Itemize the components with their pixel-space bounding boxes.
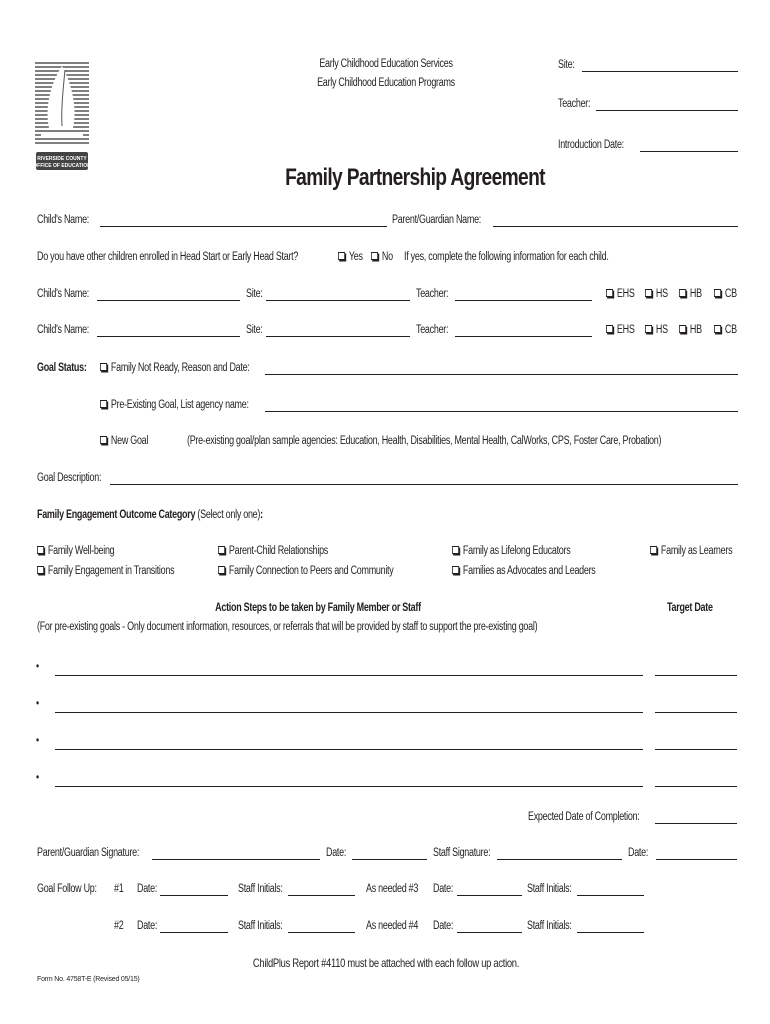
outcome-option[interactable] [218, 544, 328, 558]
checkbox-icon [606, 289, 613, 297]
outcome-option-label: Parent-Child Relationships [228, 545, 329, 557]
teacher-field[interactable] [455, 300, 592, 301]
outcome-option[interactable] [452, 544, 570, 558]
checkbox-icon [218, 546, 225, 554]
checkbox-icon [714, 325, 721, 333]
agency-name-field[interactable] [265, 411, 738, 412]
org-header [285, 55, 488, 93]
hb-label: HB [689, 288, 702, 300]
follow-up-date-field[interactable] [160, 932, 228, 933]
outcome-option[interactable] [650, 544, 732, 558]
enrolled-note: If yes, complete the following information for each child. [404, 251, 609, 263]
child-name-field[interactable] [97, 336, 240, 337]
org-line-1: Early Childhood Education Services [319, 58, 453, 70]
no-option[interactable] [371, 250, 393, 264]
parent-name-label: Parent/Guardian Name: [392, 214, 482, 226]
action-step-field[interactable] [55, 786, 643, 787]
ehs-option[interactable] [606, 287, 635, 301]
ehs-option[interactable] [606, 323, 635, 337]
action-step-field[interactable] [55, 675, 643, 676]
action-step-field[interactable] [55, 749, 643, 750]
follow-up-date-field[interactable] [457, 895, 522, 896]
parent-signature-field[interactable] [152, 859, 320, 860]
staff-initials-field[interactable] [577, 932, 644, 933]
site-label: Site: [558, 59, 575, 71]
goal-follow-up-label: Goal Follow Up: [37, 883, 97, 895]
outcome-option-label: Family as Learners [660, 545, 733, 557]
staff-initials-label: Staff Initials: [527, 883, 572, 895]
checkbox-icon [338, 252, 345, 260]
hb-label: HB [689, 324, 702, 336]
staff-initials-field[interactable] [288, 932, 355, 933]
org-line-2: Early Childhood Education Programs [317, 77, 455, 89]
hb-option[interactable] [679, 287, 702, 301]
bullet: • [36, 661, 39, 673]
parent-date-field[interactable] [352, 859, 427, 860]
as-needed-label: As needed #4 [366, 920, 419, 932]
expected-completion-field[interactable] [655, 823, 737, 824]
target-date-field[interactable] [655, 712, 737, 713]
staff-signature-field[interactable] [497, 859, 622, 860]
child-name-label: Child's Name: [37, 324, 90, 336]
action-step-field[interactable] [55, 712, 643, 713]
teacher-label: Teacher: [416, 288, 449, 300]
checkbox-icon [452, 546, 459, 554]
goal-description-label: Goal Description: [37, 472, 102, 484]
outcome-option-label: Family Well-being [47, 545, 115, 557]
staff-signature-label: Staff Signature: [433, 847, 491, 859]
cb-label: CB [724, 288, 737, 300]
site-label: Site: [246, 288, 263, 300]
parent-name-field[interactable] [493, 226, 738, 227]
target-date-heading: Target Date [667, 602, 713, 614]
follow-up-date-label: Date: [137, 920, 158, 932]
target-date-field[interactable] [655, 675, 737, 676]
ehs-label: EHS [616, 324, 635, 336]
outcome-option-label: Family as Lifelong Educators [462, 545, 571, 557]
staff-initials-label: Staff Initials: [527, 920, 572, 932]
form-number: Form No. 4758T-E (Revised 05/15) [37, 976, 140, 983]
staff-date-label: Date: [628, 847, 649, 859]
follow-up-date-field[interactable] [457, 932, 522, 933]
cb-option[interactable] [714, 287, 737, 301]
outcome-option[interactable] [218, 564, 394, 578]
sample-agencies-note: (Pre-existing goal/plan sample agencies: Education, Health, Disabilities, Mental Health, CalWorks, CPS, Foster Care, Probation) [187, 435, 662, 447]
hs-option[interactable] [645, 323, 668, 337]
outcome-heading [37, 508, 263, 522]
checkbox-icon [452, 566, 459, 574]
checkbox-icon [100, 400, 107, 408]
reason-date-field[interactable] [265, 374, 738, 375]
checkbox-icon [37, 546, 44, 554]
ehs-label: EHS [616, 288, 635, 300]
staff-initials-field[interactable] [577, 895, 644, 896]
checkbox-icon [679, 325, 686, 333]
child-name-label: Child's Name: [37, 214, 90, 226]
teacher-field[interactable] [596, 110, 738, 111]
staff-initials-label: Staff Initials: [238, 883, 283, 895]
child-name-field[interactable] [100, 226, 387, 227]
yes-label: Yes [348, 251, 363, 263]
hb-option[interactable] [679, 323, 702, 337]
parent-date-label: Date: [326, 847, 347, 859]
outcome-option[interactable] [452, 564, 596, 578]
checkbox-icon [37, 566, 44, 574]
site-field[interactable] [266, 300, 410, 301]
follow-up-number: #1 [114, 883, 124, 895]
outcome-option[interactable] [37, 564, 174, 578]
family-not-ready-option[interactable] [100, 361, 250, 375]
svg-text:RIVERSIDE COUNTY: RIVERSIDE COUNTY [37, 156, 87, 162]
parent-signature-label: Parent/Guardian Signature: [37, 847, 140, 859]
riverside-county-logo [35, 60, 89, 177]
outcome-option-label: Family Engagement in Transitions [47, 565, 175, 577]
checkbox-icon [714, 289, 721, 297]
expected-completion-label: Expected Date of Completion: [528, 811, 640, 823]
svg-text:OFFICE OF EDUCATION: OFFICE OF EDUCATION [35, 163, 89, 169]
checkbox-icon [218, 566, 225, 574]
outcome-option[interactable] [37, 544, 114, 558]
hs-label: HS [655, 288, 668, 300]
childplus-notice: ChildPlus Report #4110 must be attached with each follow up action. [252, 956, 520, 970]
checkbox-icon [100, 436, 107, 444]
action-steps-heading: Action Steps to be taken by Family Member or Staff [215, 602, 421, 614]
bullet: • [36, 772, 39, 784]
action-steps-note: (For pre-existing goals - Only document information, resources, or referrals that will be provided by staff to support the pre-existing goal) [37, 621, 538, 633]
enrolled-question: Do you have other children enrolled in Head Start or Early Head Start? [37, 251, 299, 263]
no-label: No [381, 251, 393, 263]
follow-up-date-label: Date: [137, 883, 158, 895]
child-name-label: Child's Name: [37, 288, 90, 300]
checkbox-icon [645, 289, 652, 297]
staff-initials-label: Staff Initials: [238, 920, 283, 932]
goal-description-field[interactable] [110, 484, 738, 485]
pre-existing-label: Pre-Existing Goal, List agency name: [110, 399, 249, 411]
teacher-field[interactable] [455, 336, 592, 337]
yes-option[interactable] [338, 250, 363, 264]
new-goal-label: New Goal [110, 435, 149, 447]
teacher-label: Teacher: [558, 98, 591, 110]
page-title: Family Partnership Agreement [285, 164, 545, 191]
intro-date-label: Introduction Date: [558, 139, 624, 151]
family-not-ready-label: Family Not Ready, Reason and Date: [110, 362, 250, 374]
child-name-field[interactable] [97, 300, 240, 301]
checkbox-icon [606, 325, 613, 333]
bullet: • [36, 735, 39, 747]
site-label: Site: [246, 324, 263, 336]
pre-existing-option[interactable] [100, 398, 249, 412]
intro-date-field[interactable] [640, 151, 738, 152]
outcome-option-label: Family Connection to Peers and Community [228, 565, 394, 577]
staff-initials-field[interactable] [288, 895, 355, 896]
hs-option[interactable] [645, 287, 668, 301]
checkbox-icon [650, 546, 657, 554]
goal-status-label: Goal Status: [37, 362, 87, 374]
staff-date-field[interactable] [656, 859, 737, 860]
follow-up-date-label: Date: [433, 920, 454, 932]
target-date-field[interactable] [655, 786, 737, 787]
as-needed-label: As needed #3 [366, 883, 419, 895]
follow-up-date-field[interactable] [160, 895, 228, 896]
outcome-hint: (Select only one) [197, 509, 261, 521]
site-field[interactable] [266, 336, 410, 337]
site-field[interactable] [582, 71, 738, 72]
bullet: • [36, 698, 39, 710]
new-goal-option[interactable] [100, 434, 148, 448]
teacher-label: Teacher: [416, 324, 449, 336]
outcome-label: Family Engagement Outcome Category [37, 509, 196, 521]
follow-up-date-label: Date: [433, 883, 454, 895]
target-date-field[interactable] [655, 749, 737, 750]
cb-label: CB [724, 324, 737, 336]
checkbox-icon [679, 289, 686, 297]
outcome-colon: : [260, 509, 263, 521]
cb-option[interactable] [714, 323, 737, 337]
outcome-option-label: Families as Advocates and Leaders [462, 565, 596, 577]
checkbox-icon [645, 325, 652, 333]
follow-up-number: #2 [114, 920, 124, 932]
hs-label: HS [655, 324, 668, 336]
checkbox-icon [100, 363, 107, 371]
checkbox-icon [371, 252, 378, 260]
